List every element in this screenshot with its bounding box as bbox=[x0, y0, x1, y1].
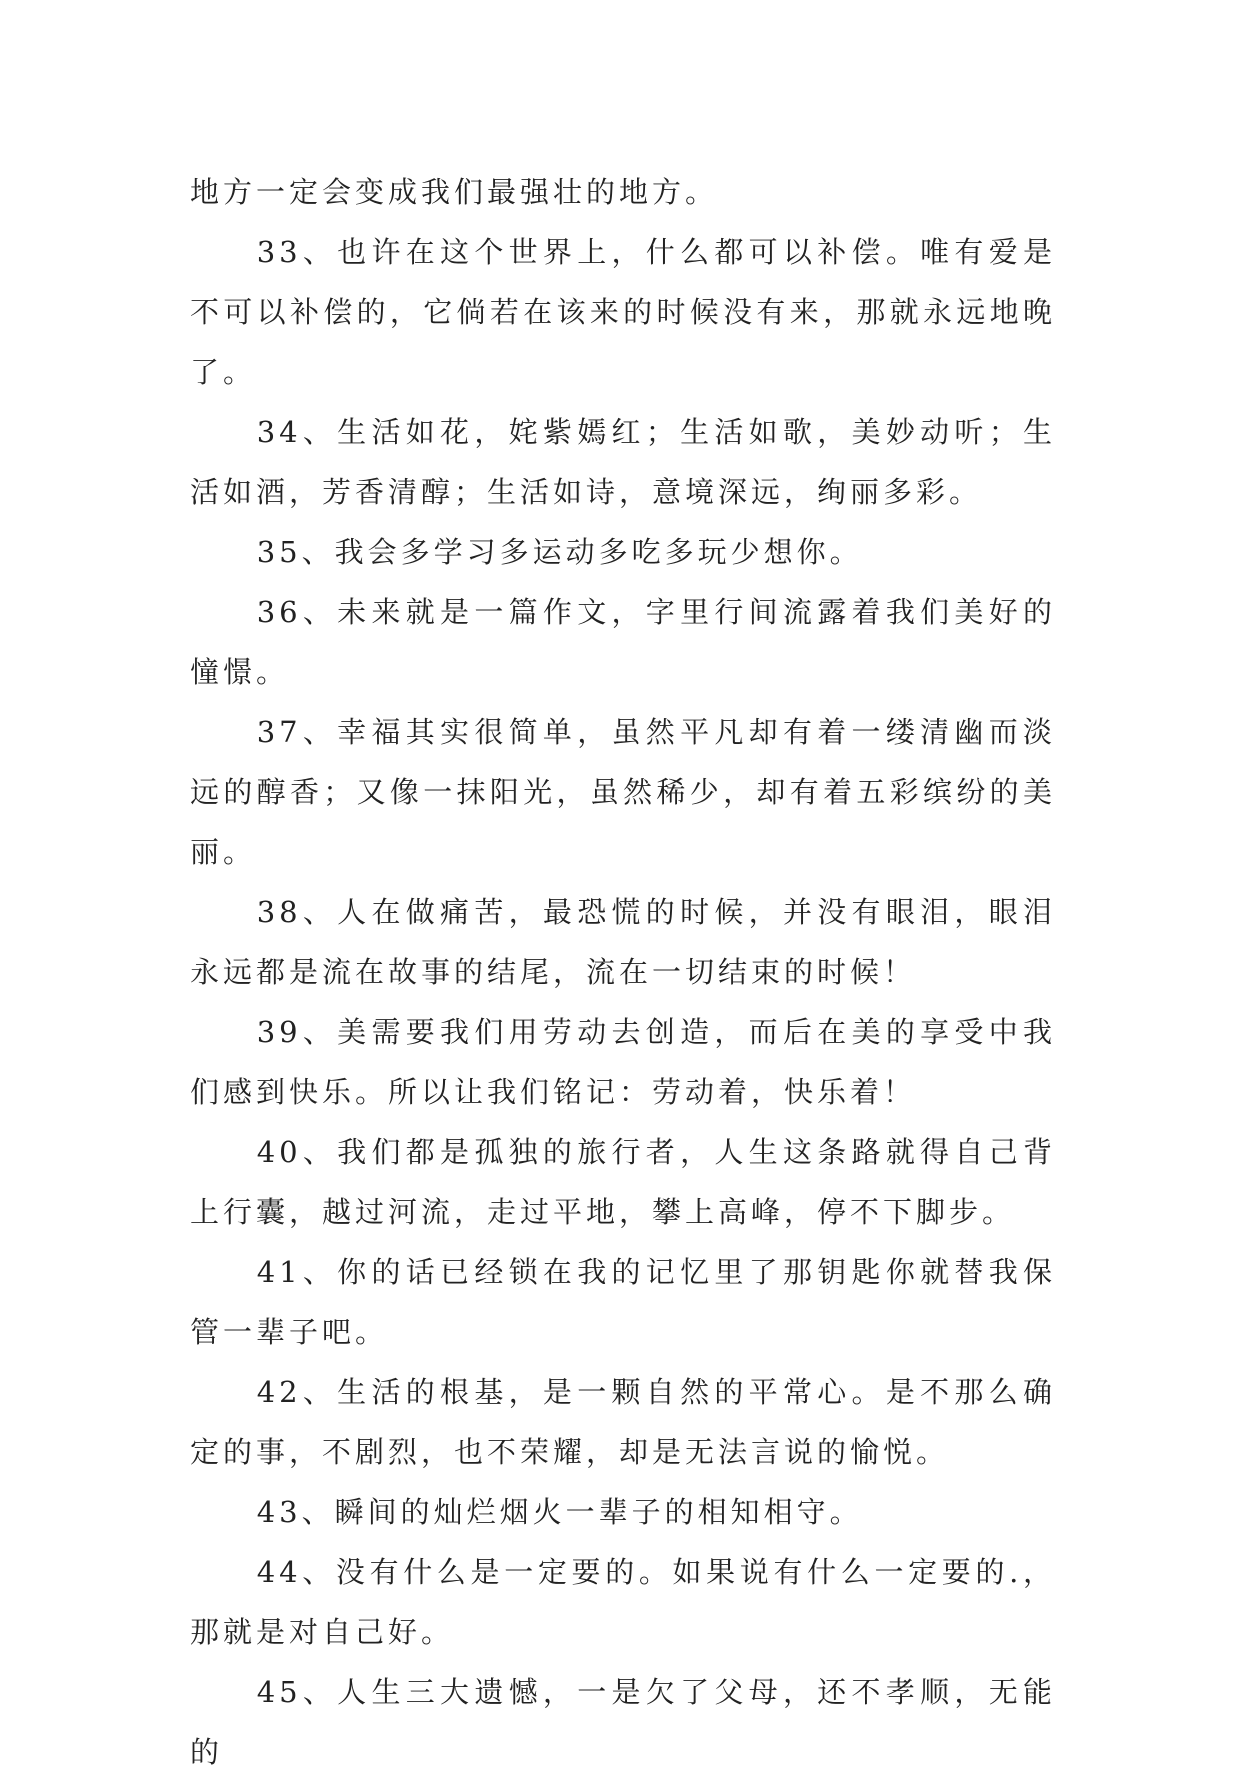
paragraph: 43、瞬间的灿烂烟火一辈子的相知相守。 bbox=[256, 1495, 863, 1529]
paragraph: 地方一定会变成我们最强壮的地方。 bbox=[190, 175, 719, 209]
paragraph: 40、我们都是孤独的旅行者，人生这条路就得自己背上行囊，越过河流，走过平地，攀上高峰，停不下脚步。 bbox=[190, 1135, 1056, 1229]
paragraph: 45、人生三大遗憾，一是欠了父母，还不孝顺，无能的 bbox=[190, 1675, 1056, 1769]
paragraph: 33、也许在这个世界上，什么都可以补偿。唯有爱是不可以补偿的，它倘若在该来的时候没有来，那就永远地晚了。 bbox=[190, 235, 1056, 389]
paragraph: 42、生活的根基，是一颗自然的平常心。是不那么确定的事，不剧烈，也不荣耀，却是无法言说的愉悦。 bbox=[190, 1375, 1056, 1469]
document-body bbox=[190, 162, 1056, 1782]
paragraph: 36、未来就是一篇作文，字里行间流露着我们美好的憧憬。 bbox=[190, 595, 1056, 689]
paragraph: 39、美需要我们用劳动去创造，而后在美的享受中我们感到快乐。所以让我们铭记：劳动着，快乐着！ bbox=[190, 1015, 1056, 1109]
paragraph: 38、人在做痛苦，最恐慌的时候，并没有眼泪，眼泪永远都是流在故事的结尾，流在一切结束的时候！ bbox=[190, 895, 1056, 989]
paragraph: 37、幸福其实很简单，虽然平凡却有着一缕清幽而淡远的醇香；又像一抹阳光，虽然稀少，却有着五彩缤纷的美丽。 bbox=[190, 715, 1056, 869]
paragraph: 44、没有什么是一定要的。如果说有什么一定要的.，那就是对自己好。 bbox=[190, 1555, 1056, 1649]
paragraph: 41、你的话已经锁在我的记忆里了那钥匙你就替我保管一辈子吧。 bbox=[190, 1255, 1056, 1349]
paragraph: 35、我会多学习多运动多吃多玩少想你。 bbox=[256, 535, 863, 569]
paragraph: 34、生活如花，姹紫嫣红；生活如歌，美妙动听；生活如酒，芳香清醇；生活如诗，意境深远，绚丽多彩。 bbox=[190, 415, 1056, 509]
